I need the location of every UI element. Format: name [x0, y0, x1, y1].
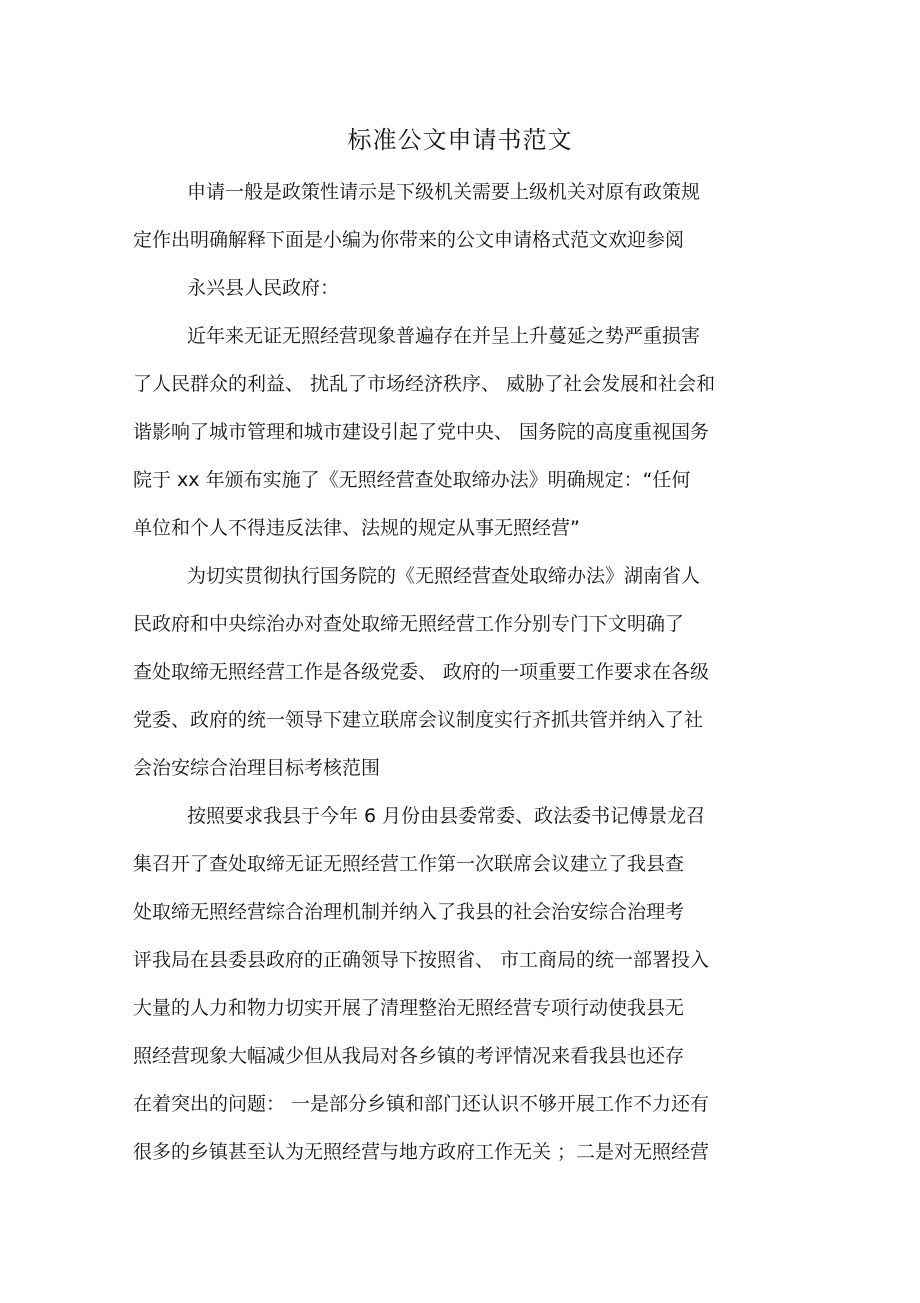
salutation-line: 永兴县人民政府： [187, 277, 340, 299]
body-line-14: 按照要求我县于今年 6 月份由县委常委、政法委书记傅景龙召 [187, 805, 706, 827]
body-line-12: 党委、政府的统一领导下建立联席会议制度实行齐抓共管并纳入了社 [133, 709, 704, 731]
body-line-17: 评我局在县委县政府的正确领导下按照省、 市工商局的统一部署投入 [133, 949, 710, 971]
body-line-21: 很多的乡镇甚至认为无照经营与地方政府工作无关 ；二是对无照经营 [133, 1141, 710, 1163]
body-line-19: 照经营现象大幅减少但从我局对各乡镇的考评情况来看我县也还存 [133, 1045, 685, 1067]
body-line-18: 大量的人力和物力切实开展了清理整治无照经营专项行动使我县无 [133, 997, 685, 1019]
body-line-10: 民政府和中央综治办对查处取缔无照经营工作分别专门下文明确了 [133, 613, 685, 635]
body-line-15: 集召开了查处取缔无证无照经营工作第一次联席会议建立了我县查 [133, 853, 685, 875]
body-line-13: 会治安综合治理目标考核范围 [133, 757, 381, 779]
body-line-8: 单位和个人不得违反法律、法规的规定从事无照经营” [133, 517, 580, 539]
body-line-4: 近年来无证无照经营现象普遍存在并呈上升蔓延之势严重损害 [187, 325, 701, 347]
body-line-20: 在着突出的问题： 一是部分乡镇和部门还认识不够开展工作不力还有 [133, 1093, 710, 1115]
body-line-2: 定作出明确解释下面是小编为你带来的公文申请格式范文欢迎参阅 [133, 229, 685, 251]
body-line-16: 处取缔无照经营综合治理机制并纳入了我县的社会治安综合治理考 [133, 901, 685, 923]
body-line-7: 院于 xx 年颁布实施了《无照经营查处取缔办法》明确规定：“任何 [133, 469, 691, 491]
body-line-1: 申请一般是政策性请示是下级机关需要上级机关对原有政策规 [187, 181, 701, 203]
body-line-11: 查处取缔无照经营工作是各级党委、 政府的一项重要工作要求在各级 [133, 661, 710, 683]
document-title: 标准公文申请书范文 [347, 126, 573, 154]
body-line-9: 为切实贯彻执行国务院的《无照经营查处取缔办法》湖南省人 [187, 565, 701, 587]
body-line-6: 谐影响了城市管理和城市建设引起了党中央、 国务院的高度重视国务 [133, 421, 710, 443]
body-line-5: 了人民群众的利益、 扰乱了市场经济秩序、 威胁了社会发展和社会和 [133, 373, 716, 395]
